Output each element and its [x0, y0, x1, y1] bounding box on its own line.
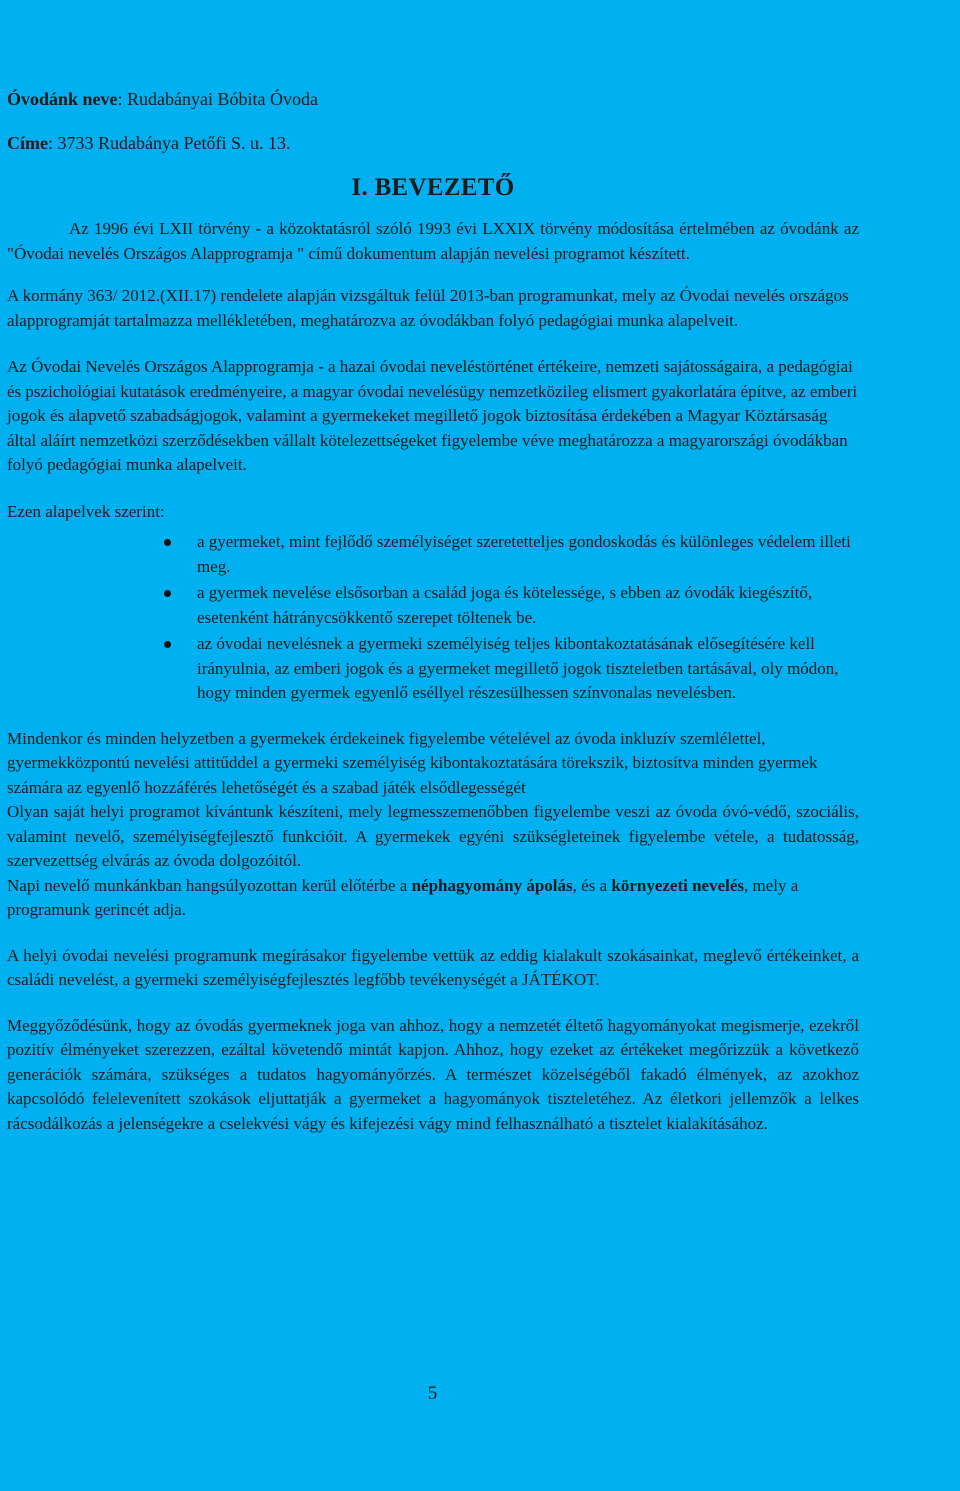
name-label: Óvodánk neve	[7, 89, 118, 109]
section-title: I. BEVEZETŐ	[351, 174, 515, 201]
list-item: az óvodai nevelésnek a gyermeki személyiség teljes kibontakoztatásának elősegítésére kell irányulnia, az emberi jogok és a gyermeket megillető jogok tiszteletben tartásával, oly módon, hogy minden gyermek egyenlő eséllyel részesülhessen színvonalas nevelésben.	[197, 632, 859, 706]
paragraph-intro-law: Az 1996 évi LXII törvény - a közoktatásról szóló 1993 évi LXXIX törvény módosítása értelmében az óvodánk az "Óvodai nevelés Országos Alapprogramja " című dokumentum alapján nevelési programot készített.	[7, 219, 859, 263]
emphasis-environmental-education: környezeti nevelés	[611, 875, 745, 895]
name-value: : Rudabányai Bóbita Óvoda	[117, 89, 318, 109]
page-number: 5	[427, 1383, 438, 1404]
address-value: : 3733 Rudabánya Petőfi S. u. 13.	[47, 133, 291, 153]
paragraph-play: A helyi óvodai nevelési programunk megírásakor figyelembe vettük az eddig kialakult szokásainkat, meglevő értékeinket, a családi nevelést, a gyermeki személyiségfejlesztés legfőbb tevékenységét a JÁTÉKOT.	[7, 945, 859, 989]
paragraph-national-program: Az Óvodai Nevelés Országos Alapprogramja - a hazai óvodai neveléstörténet értékeire, nemzeti sajátosságaira, a pedagógiai és pszichológiai kutatások eredményeire, a magyar óvodai nevelésügy nemzetközileg elismert gyakorlatára építve, az emberi jogok és alapvető szabadságjogok, valamint a gyermekeket megillető jogok biztosítása érdekében a Magyar Köztársaság által aláírt nemzetközi szerződésekben vállalt kötelezettségeket figyelembe véve meghatározza a magyarországi óvodákban folyó pedagógiai munka alapelveit.	[7, 357, 858, 474]
principles-list	[7, 530, 859, 706]
paragraph-local-program: Olyan saját helyi programot kívántunk készíteni, mely legmesszemenőbben figyelembe veszi az óvoda óvó-védő, szociális, valamint nevelő, személyiségfejlesztő funkcióit. A gyermekek egyéni szükségleteinek figyelembe vétele, a tudatosság, szervezettség elvárás az óvoda dolgozóitól.	[7, 802, 859, 870]
bullet-icon	[164, 590, 171, 597]
paragraph-traditions: Meggyőződésünk, hogy az óvodás gyermeknek joga van ahhoz, hogy a nemzetét éltető hagyományokat megismerje, ezekről pozitív élményeket szerezzen, ezáltal követendő mintát kapjon. Ahhoz, hogy ezeket az értékeket megőrizzük a következő generációk számára, szükséges a tudatos hagyományőrzés. A természet közelségéből fakadó élmények, az azokhoz kapcsolódó felelevenített szokások eljuttatják a gyermeket a hagyományok tiszteletéhez. Az életkori jellemzők a lelkes rácsodálkozás a jelenségekre a cselekvési vágy és kifejezési vágy mind felhasználható a tisztelet kialakításához.	[7, 1015, 859, 1133]
list-item: a gyermek nevelése elsősorban a család joga és kötelessége, s ebben az óvodák kiegészítő, esetenként hátránycsökkentő szerepet töltenek be.	[197, 581, 859, 630]
emphasis-folk-tradition: néphagyomány ápolás	[411, 875, 573, 895]
kindergarten-name-line	[7, 87, 859, 111]
paragraph-daily-work: Napi nevelő munkánkban hangsúlyozottan kerül előtérbe a néphagyomány ápolás, és a környezeti nevelés, mely a programunk gerincét adja.	[7, 875, 799, 919]
bullet-icon	[164, 641, 171, 648]
paragraph-government-decree: A kormány 363/ 2012.(XII.17) rendelete alapján vizsgáltuk felül 2013-ban programunkat, mely az Óvodai nevelés országos alapprogramját tartalmazza mellékletében, meghatározva az óvodákban folyó pedagógiai munka alapelveit.	[7, 286, 849, 330]
paragraph-principles-intro: Ezen alapelvek szerint:	[7, 501, 165, 521]
bullet-icon	[164, 539, 171, 546]
paragraph-inclusive-approach: Mindenkor és minden helyzetben a gyermekek érdekeinek figyelembe vételével az óvoda inkluzív szemlélettel, gyermekközpontú nevelési attitűddel a gyermeki személyiség kibontakoztatására törekszik, biztosítva minden gyermek számára az egyenlő hozzáférés lehetőségét és a szabad játék elsődlegességét	[7, 728, 818, 797]
address-label: Címe	[7, 133, 48, 153]
list-item: a gyermeket, mint fejlődő személyiséget szeretetteljes gondoskodás és különleges védelem illeti meg.	[197, 530, 859, 579]
document-page	[7, 87, 859, 1136]
kindergarten-address-line	[7, 131, 859, 155]
